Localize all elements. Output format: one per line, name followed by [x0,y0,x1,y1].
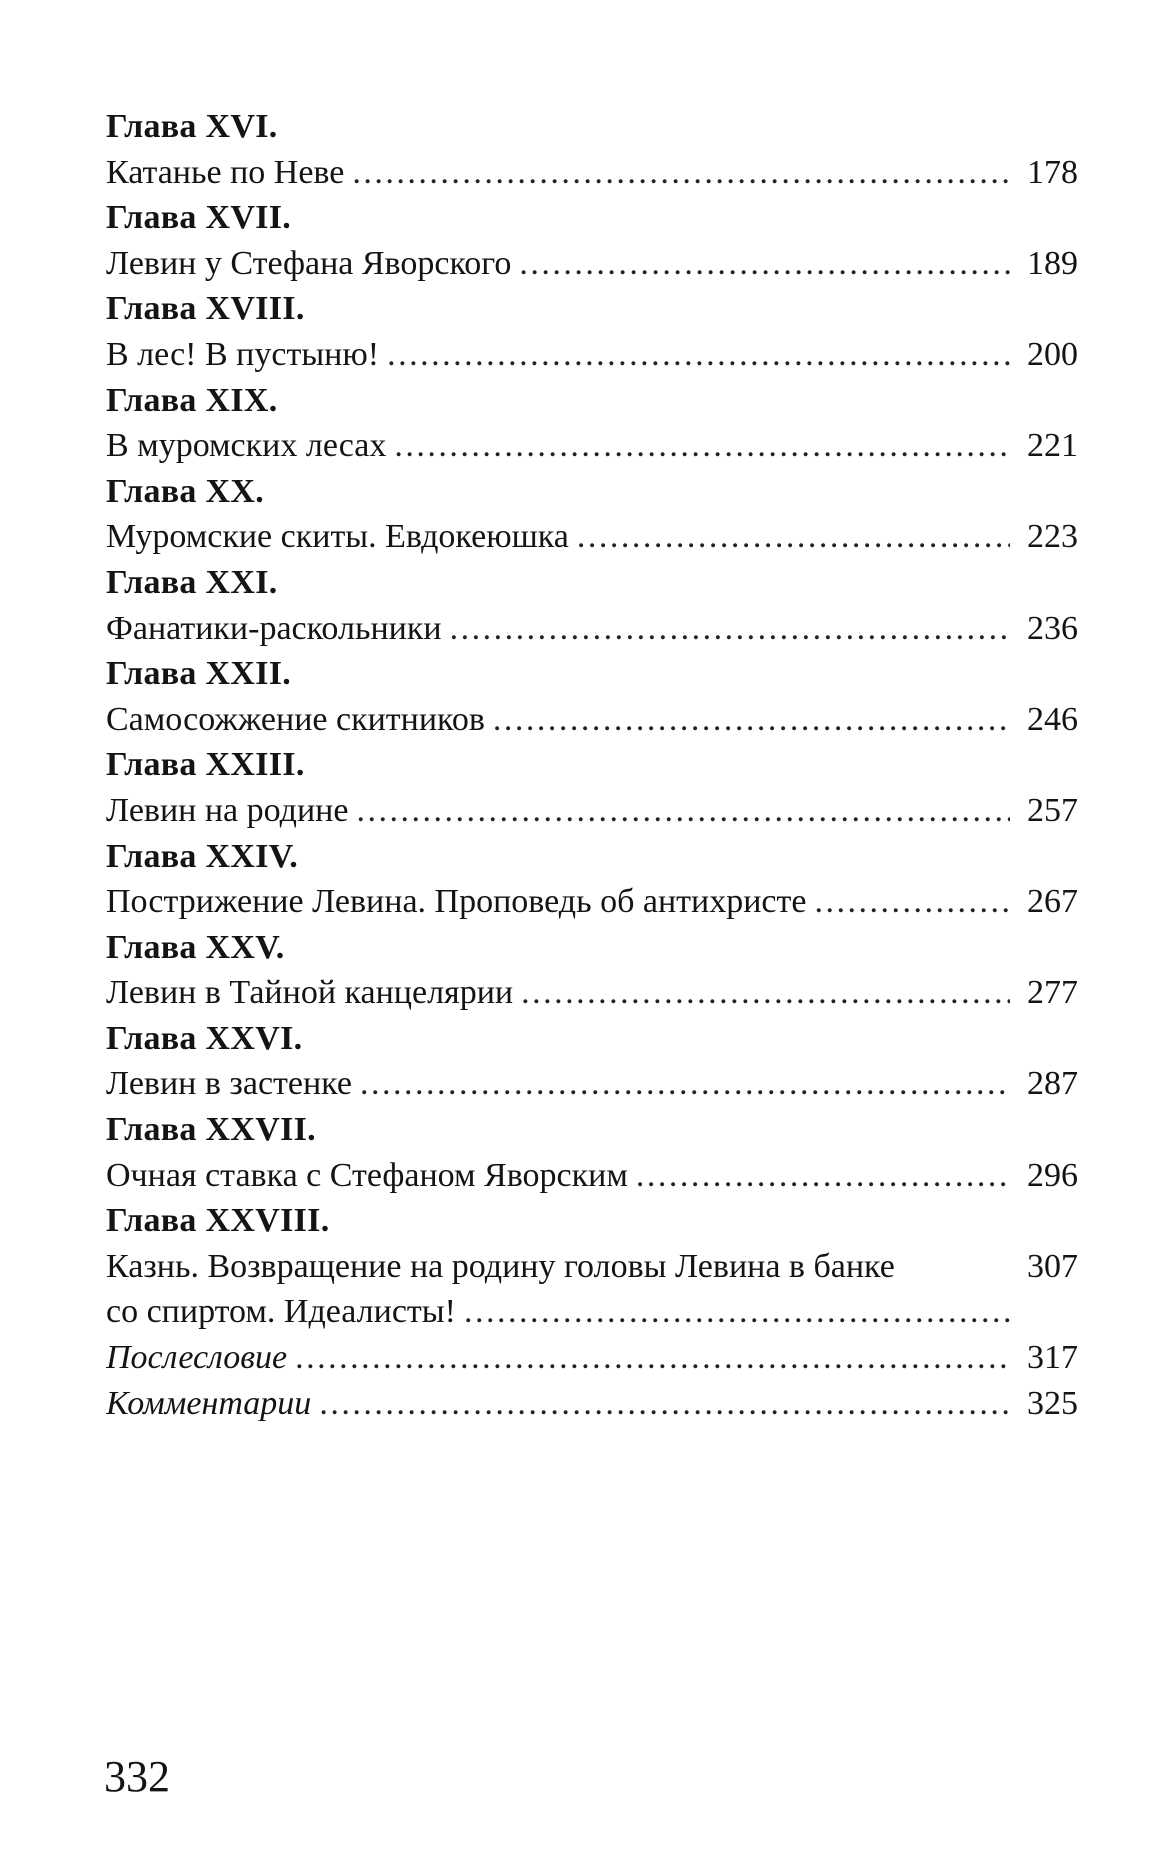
dot-leader [521,970,1010,1016]
entry-title: Левин на родине [106,791,349,829]
chapter-title-entry [106,332,1078,378]
page-number: 332 [104,1752,170,1801]
chapter-heading: Глава XVII. [106,199,292,237]
chapter-heading: Глава XXV. [106,928,285,966]
dot-leader [519,241,1010,287]
entry-title: Пострижение Левина. Проповедь об антихристе [106,883,807,921]
entry-title: В муромских лесах [106,427,387,465]
dot-leader [394,423,1010,469]
entry-page-number: 267 [1027,883,1078,921]
chapter-title-entry [106,514,1078,560]
entry-title: Фанатики-раскольники [106,609,442,647]
dot-leader [493,697,1010,743]
table-of-contents [106,104,1078,1426]
entry-title: Послесловие [106,1339,288,1377]
chapter-title-entry [106,1244,1078,1290]
entry-title: Левин в Тайной канцелярии [106,974,514,1012]
chapter-title-entry [106,1153,1078,1199]
chapter-title-entry [106,1061,1078,1107]
chapter-heading: Глава XXVIII. [106,1202,330,1240]
chapter-heading: Глава XXIV. [106,837,299,875]
dot-leader [387,332,1010,378]
dot-leader [352,150,1010,196]
chapter-heading: Глава XX. [106,472,265,510]
entry-title: Муромские скиты. Евдокеюшка [106,518,569,556]
chapter-title-entry [106,606,1078,652]
chapter-heading: Глава XVI. [106,108,278,145]
chapter-heading: Глава XIX. [106,381,278,419]
entry-title: Самосожжение скитников [106,700,485,738]
back-matter-entry [106,1381,1078,1427]
dot-leader [577,514,1010,560]
dot-leader [464,1289,1010,1335]
dot-leader [814,879,1010,925]
entry-page-number: 246 [1027,700,1078,738]
dot-leader [360,1061,1010,1107]
entry-title: Комментарии [106,1384,312,1422]
entry-page-number: 221 [1027,427,1078,465]
entry-page-number: 325 [1027,1384,1078,1422]
entry-title: со спиртом. Идеалисты! [106,1293,456,1331]
dot-leader [319,1381,1010,1427]
dot-leader [356,788,1010,834]
entry-page-number: 307 [1027,1247,1078,1285]
entry-page-number: 189 [1027,244,1078,282]
chapter-heading: Глава XXVII. [106,1111,316,1149]
chapter-title-entry [106,423,1078,469]
entry-page-number: 257 [1027,791,1078,829]
chapter-heading: Глава XXIII. [106,746,305,784]
entry-page-number: 296 [1027,1156,1078,1194]
chapter-title-entry [106,970,1078,1016]
entry-title: Очная ставка с Стефаном Яворским [106,1156,628,1194]
entry-page-number: 277 [1027,974,1078,1012]
chapter-heading: Глава XXI. [106,563,278,601]
chapter-heading: Глава XXVI. [106,1019,303,1057]
back-matter-entry [106,1335,1078,1381]
chapter-title-entry [106,788,1078,834]
entry-page-number: 200 [1027,335,1078,373]
dot-leader [295,1335,1010,1381]
dot-leader [636,1153,1010,1199]
entry-page-number: 236 [1027,609,1078,647]
entry-title: Левин в застенке [106,1065,352,1103]
dot-leader [450,606,1010,652]
entry-page-number: 287 [1027,1065,1078,1103]
entry-title: Катанье по Неве [106,153,345,191]
entry-title: Казнь. Возвращение на родину головы Левина в банке [106,1247,895,1285]
entry-page-number: 317 [1027,1339,1078,1377]
chapter-title-entry [106,879,1078,925]
chapter-title-entry [106,150,1078,196]
entry-page-number: 178 [1027,153,1078,191]
entry-page-number: 223 [1027,518,1078,556]
chapter-heading: Глава XXII. [106,655,292,693]
chapter-title-entry [106,1289,1078,1335]
entry-title: В лес! В пустыню! [106,335,380,373]
chapter-title-entry [106,697,1078,743]
chapter-title-entry [106,241,1078,287]
entry-title: Левин у Стефана Яворского [106,244,512,282]
chapter-heading: Глава XVIII. [106,290,305,328]
